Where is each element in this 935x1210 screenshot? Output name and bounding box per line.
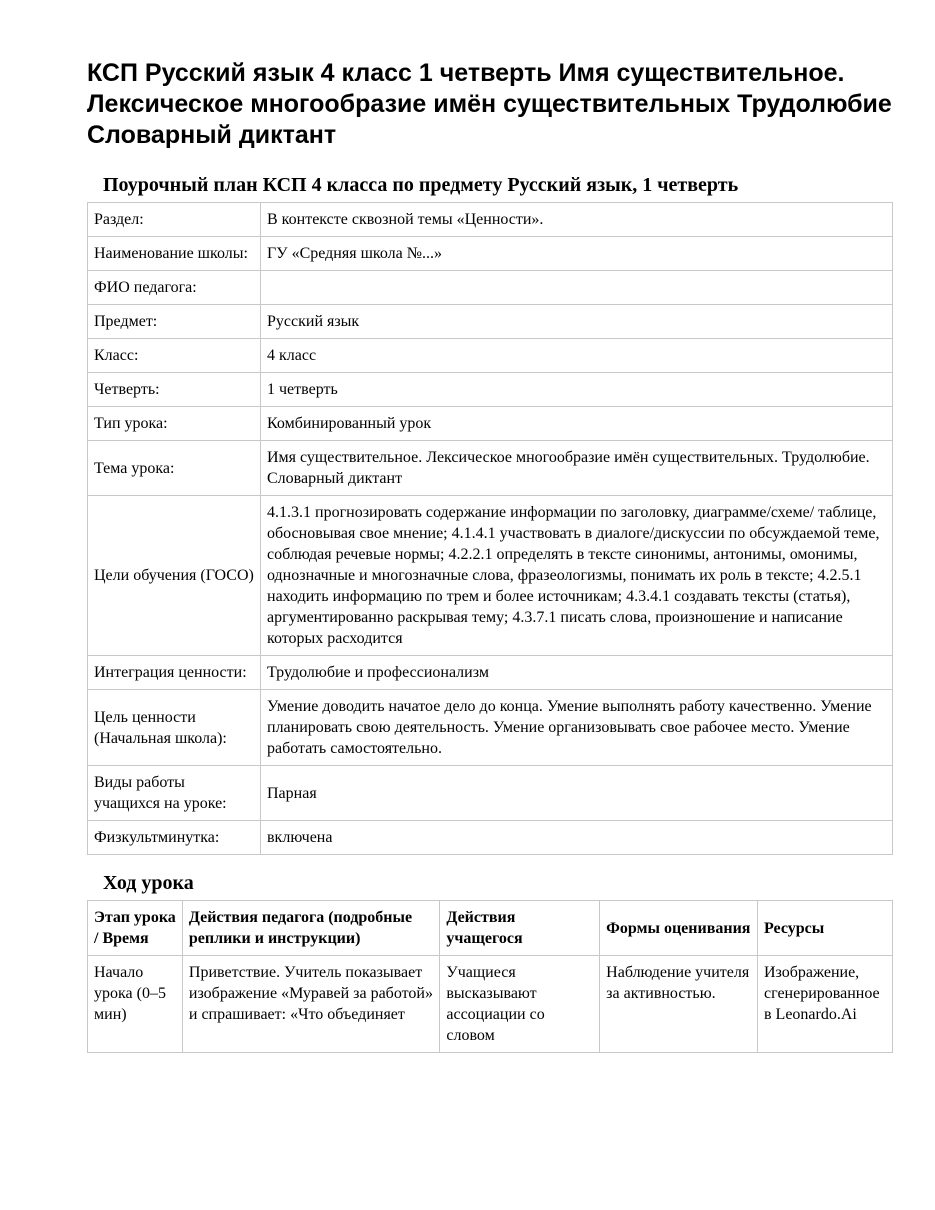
lesson-cell-resources: [757, 956, 892, 1053]
info-row: [88, 821, 893, 855]
info-label: Цель ценности (Начальная школа):: [88, 690, 261, 766]
lesson-cell-student: [440, 956, 600, 1053]
info-value: В контексте сквозной темы «Ценности».: [261, 203, 893, 237]
lesson-cell-text: Учащиеся высказывают ассоциации со словом: [446, 964, 545, 1044]
info-value: Комбинированный урок: [261, 407, 893, 441]
lesson-column-header: Действия педагога (подробные реплики и инструкции): [182, 901, 439, 956]
info-row: [88, 339, 893, 373]
lesson-cell-stage: [88, 956, 183, 1053]
lesson-cell-text: Изображение, сгенерированное в Leonardo.Ai: [763, 964, 880, 1023]
info-value: Русский язык: [261, 305, 893, 339]
lesson-cell-teacher: [182, 956, 439, 1053]
info-row: [88, 656, 893, 690]
info-label: Четверть:: [88, 373, 261, 407]
info-row: [88, 373, 893, 407]
lesson-info-table: [87, 202, 893, 855]
plan-heading: Поурочный план КСП 4 класса по предмету Русский язык, 1 четверть: [103, 174, 739, 196]
info-value: Трудолюбие и профессионализм: [261, 656, 893, 690]
lesson-flow-heading: Ход урока: [103, 872, 194, 894]
info-label: Интеграция ценности:: [88, 656, 261, 690]
info-value: Имя существительное. Лексическое многообразие имён существительных. Трудолюбие. Словарный диктант: [261, 441, 893, 496]
info-label: Класс:: [88, 339, 261, 373]
lesson-cell-text: Наблюдение учителя за активностью.: [606, 964, 750, 1002]
lesson-cell-text: Начало урока (0–5 мин): [94, 964, 166, 1023]
info-label: Виды работы учащихся на уроке:: [88, 766, 261, 821]
info-label: Наименование школы:: [88, 237, 261, 271]
info-row: [88, 690, 893, 766]
info-label: ФИО педагога:: [88, 271, 261, 305]
lesson-flow-table: [87, 900, 893, 1053]
lesson-row: [88, 956, 893, 1053]
info-row: [88, 766, 893, 821]
info-label: Физкультминутка:: [88, 821, 261, 855]
lesson-table-header-row: [88, 901, 893, 956]
info-value: [261, 271, 893, 305]
info-label: Предмет:: [88, 305, 261, 339]
info-row: [88, 496, 893, 656]
document-title: КСП Русский язык 4 класс 1 четверть Имя существительное. Лексическое многообразие имён существительных Трудолюбие Словарный диктант: [87, 59, 892, 149]
info-row: [88, 237, 893, 271]
info-row: [88, 407, 893, 441]
lesson-cell-assessment: [600, 956, 758, 1053]
info-row: [88, 271, 893, 305]
document-page: [87, 58, 893, 1053]
lesson-column-header: Формы оценивания: [600, 901, 758, 956]
info-value: ГУ «Средняя школа №...»: [261, 237, 893, 271]
info-row: [88, 305, 893, 339]
info-row: [88, 441, 893, 496]
info-label: Тип урока:: [88, 407, 261, 441]
lesson-column-header: Этап урока / Время: [88, 901, 183, 956]
info-label: Раздел:: [88, 203, 261, 237]
lesson-column-header: Ресурсы: [757, 901, 892, 956]
info-value: Парная: [261, 766, 893, 821]
info-label: Тема урока:: [88, 441, 261, 496]
info-label: Цели обучения (ГОСО): [88, 496, 261, 656]
info-value: 4 класс: [261, 339, 893, 373]
info-value: 4.1.3.1 прогнозировать содержание информации по заголовку, диаграмме/схеме/ таблице, обосновывая свое мнение; 4.1.4.1 участвовать в диалоге/дискуссии по обсуждаемой теме, соблюдая речевые нормы; 4.2.2.1 определять в тексте синонимы, антонимы, омонимы, однозначные и многозначные слова, фразеологизмы, понимать их роль в тексте; 4.2.5.1 находить информацию по трем и более источникам; 4.3.4.1 создавать тексты (статья), аргументированно раскрывая тему; 4.3.7.1 писать слова, произношение и написание которых расходится: [261, 496, 893, 656]
info-value: Умение доводить начатое дело до конца. Умение выполнять работу качественно. Умение планировать свою деятельность. Умение организовывать свое рабочее место. Умение работать самостоятельно.: [261, 690, 893, 766]
lesson-column-header: Действия учащегося: [440, 901, 600, 956]
info-value: включена: [261, 821, 893, 855]
info-row: [88, 203, 893, 237]
lesson-cell-text: Приветствие. Учитель показывает изображение «Муравей за работой» и спрашивает: «Что объединяет: [188, 964, 433, 1023]
info-value: 1 четверть: [261, 373, 893, 407]
